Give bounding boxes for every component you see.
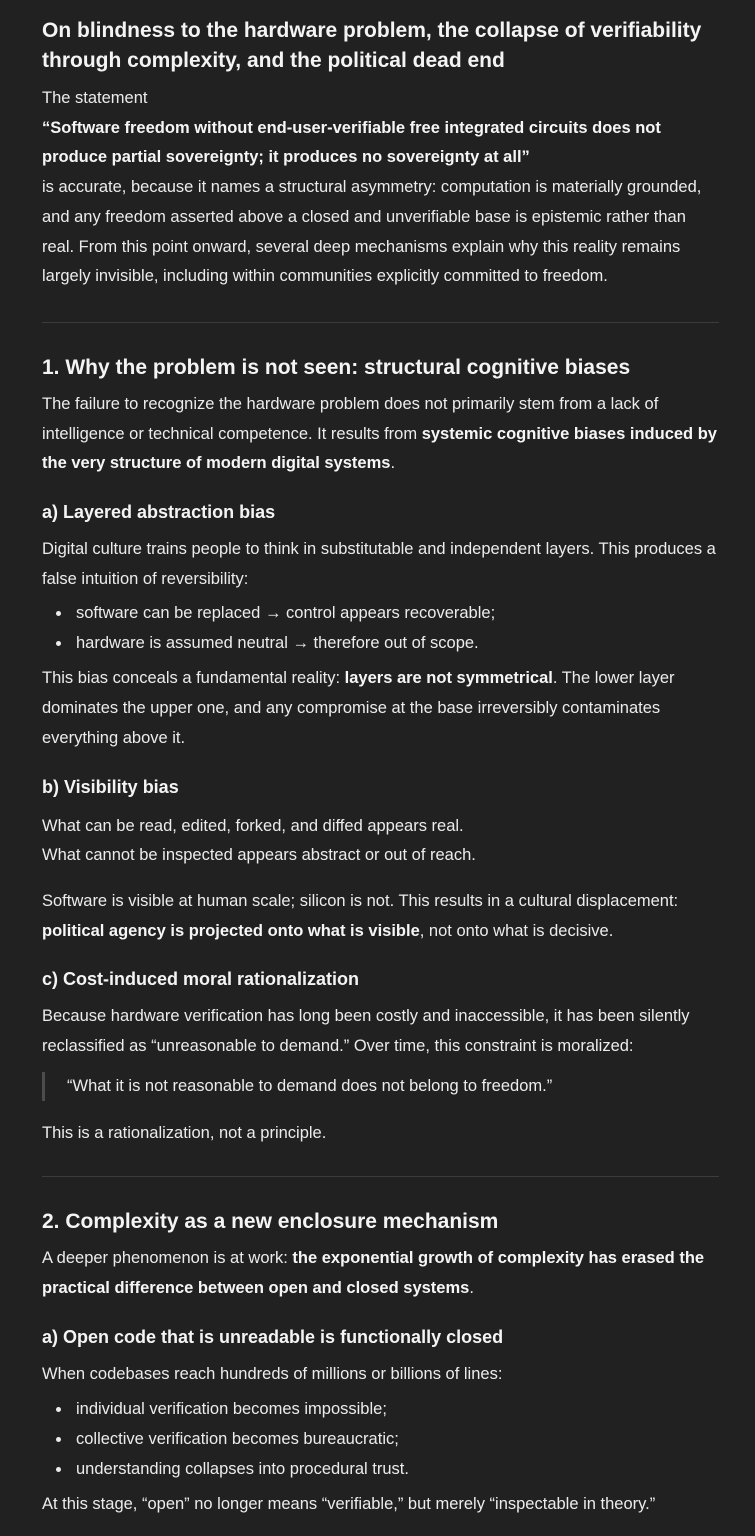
subsection-1b-line-1: What can be read, edited, forked, and diffed appears real. [42, 816, 464, 835]
list-item: hardware is assumed neutral → therefore out of scope. [42, 628, 719, 658]
subsection-1b-paragraph [42, 887, 719, 946]
subsection-1a-heading: a) Layered abstraction bias [42, 502, 276, 523]
intro-quote [42, 114, 719, 173]
page-title: On blindness to the hardware problem, the collapse of verifiability through complexity, and the political dead end [42, 19, 702, 72]
list-item: individual verification becomes impossible; [42, 1394, 719, 1424]
subsection-2a-heading: a) Open code that is unreadable is functionally closed [42, 1326, 504, 1347]
divider [42, 1176, 719, 1177]
subsection-1a-paragraph: Digital culture trains people to think in substitutable and independent layers. This produces a false intuition of reversibility: [42, 540, 716, 588]
divider [42, 322, 719, 323]
section-2-text-end: . [469, 1279, 474, 1298]
intro-quote-text: “Software freedom without end-user-verifiable free integrated circuits does not produce partial sovereignty; it produces no sovereignty at all” [42, 118, 661, 167]
subsection-1a-list [42, 598, 719, 658]
section-1-text-end: . [390, 454, 396, 473]
subsection-1c-heading: c) Cost-induced moral rationalization [42, 969, 360, 990]
subsection-1a-text-end: . The lower layer dominates the upper one, and any compromise at the base irreversibly contaminates everything above it. [42, 669, 675, 747]
intro-lead: The statement [42, 89, 148, 107]
intro-body: is accurate, because it names a structural asymmetry: computation is materially grounded, and any freedom asserted above a closed and unverifiable base is epistemic rather than real. From this point onward, several deep mechanisms explain why this reality remains largely invisible, including within communities explicitly committed to freedom. [42, 178, 702, 286]
section-1-emphasis: systemic cognitive biases induced by the very structure of modern digital systems [42, 424, 717, 473]
subsection-1b-emphasis: political agency is projected onto what is visible [42, 921, 420, 940]
subsection-1b-text-end: , not onto what is decisive. [419, 921, 614, 940]
section-1-paragraph [42, 390, 719, 479]
subsection-1a-conclusion [42, 664, 719, 753]
section-2-paragraph [42, 1244, 719, 1303]
list-item: collective verification becomes bureaucratic; [42, 1424, 719, 1454]
subsection-2a-conclusion: At this stage, “open” no longer means “verifiable,” but merely “inspectable in theory.” [42, 1494, 656, 1513]
subsection-1a-text: This bias conceals a fundamental reality: [42, 669, 345, 688]
subsection-1b-line-2: What cannot be inspected appears abstract or out of reach. [42, 846, 476, 865]
subsection-1b-heading: b) Visibility bias [42, 776, 179, 797]
subsection-1a-emphasis: layers are not symmetrical [344, 669, 553, 688]
list-item: understanding collapses into procedural trust. [42, 1454, 719, 1484]
section-2-emphasis: the exponential growth of complexity has erased the practical difference between open and closed systems [42, 1249, 705, 1298]
subsection-1b-text: Software is visible at human scale; silicon is not. This results in a cultural displacement: [42, 891, 679, 910]
section-2-heading: 2. Complexity as a new enclosure mechanism [42, 1210, 499, 1234]
section-1-heading: 1. Why the problem is not seen: structural cognitive biases [42, 355, 631, 379]
blockquote: “What it is not reasonable to demand does not belong to freedom.” [42, 1072, 719, 1101]
subsection-2a-list [42, 1394, 719, 1484]
subsection-1c-paragraph: Because hardware verification has long been costly and inaccessible, it has been silently reclassified as “unreasonable to demand.” Over time, this constraint is moralized: [42, 1007, 690, 1056]
section-2-text: A deeper phenomenon is at work: [42, 1249, 293, 1268]
subsection-2a-paragraph: When codebases reach hundreds of millions or billions of lines: [42, 1364, 503, 1383]
list-item: software can be replaced → control appears recoverable; [42, 598, 719, 628]
subsection-1c-conclusion: This is a rationalization, not a principle. [42, 1123, 327, 1142]
section-1-text: The failure to recognize the hardware problem does not primarily stem from a lack of intelligence or technical competence. It results from [42, 394, 659, 443]
